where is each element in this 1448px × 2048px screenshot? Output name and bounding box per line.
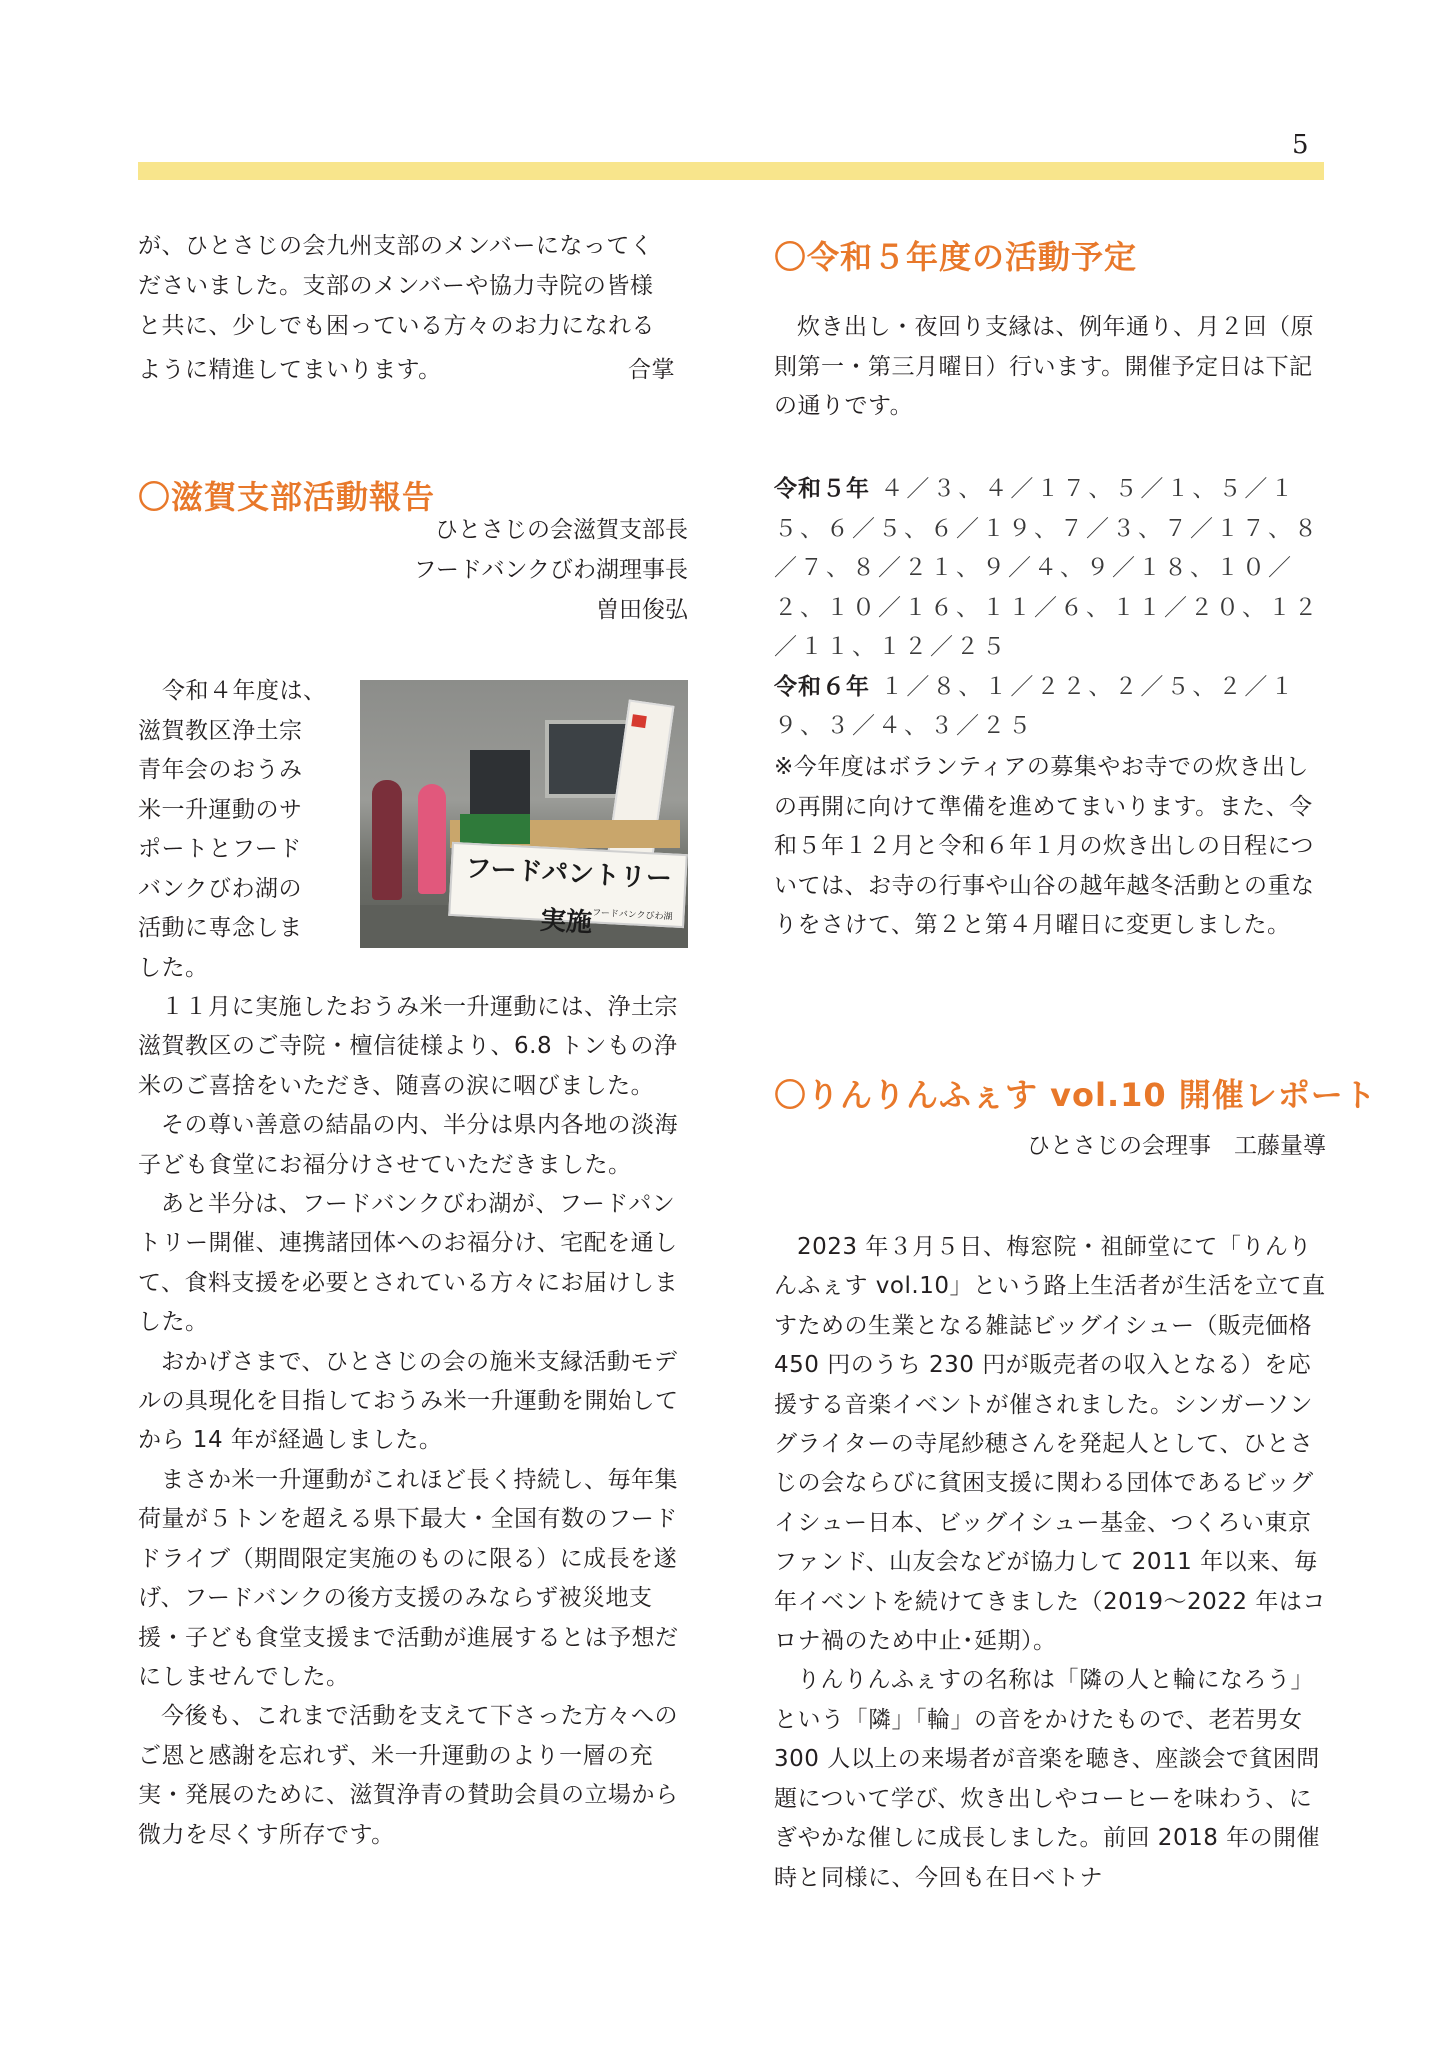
schedule-r6-dates: １／８、１／２２、２／５、２／１９、３／４、３／２５: [774, 673, 1297, 739]
wrap-line: 滋賀教区浄土宗: [138, 717, 303, 744]
intro-line: が、ひとさじの会九州支部のメンバーになってく: [138, 233, 654, 259]
schedule-r6-label: 令和６年: [774, 673, 870, 700]
schedule-r5: [774, 470, 1326, 668]
photo-crates: [460, 814, 530, 844]
wrap-line: ポートとフード: [138, 836, 302, 862]
wrap-line: 米一升運動のサ: [138, 796, 303, 823]
intro-line: [138, 350, 698, 390]
rinrin-paragraph: りんりんふぇすの名称は「隣の人と輪になろう」という「隣」「輪」の音をかけたもので、老若男女 300 人以上の来場者が音楽を聴き、座談会で貧困問題について学び、炊き出しやコーヒーを味わう、にぎやかな催しに成長しました。前回 2018 年の開催時と同様に、今回も在日ベトナ: [774, 1667, 1321, 1891]
shiga-paragraph: まさか米一升運動がこれほど長く持続し、毎年集荷量が５トンを超える県下最大・全国有数のフードドライブ（期間限定実施のものに限る）に成長を遂げ、フードバンクの後方支援のみならず被災地支援・子ども食堂支援まで活動が進展するとは予想だにしませんでした。: [138, 1466, 679, 1690]
intro-last: ように精進してまいります。: [138, 357, 442, 383]
left-intro: [138, 226, 698, 390]
top-bar: [138, 162, 1324, 180]
wrap-line: した。: [138, 954, 209, 981]
shiga-paragraph: あと半分は、フードバンクびわ湖が、フードパントリー開催、連携諸団体へのお福分け、宅配を通して、食料支援を必要とされている方々にお届けしました。: [138, 1191, 679, 1336]
schedule-heading: 〇令和５年度の活動予定: [774, 238, 1138, 276]
schedule-r5-label: 令和５年: [774, 476, 870, 502]
schedule-note: [774, 748, 1326, 946]
photo-person: [372, 780, 402, 900]
intro-line: ださいました。支部のメンバーや協力寺院の皆様: [138, 273, 654, 299]
schedule-note-text: ※今年度はボランティアの募集やお寺での炊き出しの再開に向けて準備を進めてまいります。また、令和５年１２月と令和６年１月の炊き出しの日程については、お寺の行事や山谷の越年越冬活動との重なりをさけて、第２と第４月曜日に変更しました。: [774, 754, 1315, 938]
rinrin-paragraph: 2023 年３月５日、梅窓院・祖師堂にて「りんりんふぇす vol.10」という路上生活者が生活を立て直すための生業となる雑誌ビッグイシュー（販売価格 450 円のうち 230 円が販売者の収入となる）を応援する音楽イベントが催されました。シンガーソングライターの寺尾紗穂さんを発起人として、ひとさじの会ならびに貧困支援に関わる団体であるビッグイシュー日本、ビッグイシュー基金、つくろい東京ファンド、山友会などが協力して 2011 年以来、毎年イベントを続けてきました（2019～2022 年はコロナ禍のため中止･延期）。: [774, 1234, 1326, 1655]
shiga-body: [138, 988, 690, 1855]
author-line: 曽田俊弘: [596, 597, 688, 623]
author-line: フードバンクびわ湖理事長: [413, 557, 688, 583]
schedule-dates: [774, 470, 1326, 747]
wrap-line: バンクびわ湖の: [138, 875, 303, 902]
food-pantry-photo: [360, 680, 688, 948]
photo-sign-sub: フードバンクびわ湖: [591, 908, 673, 923]
schedule-intro-text: 炊き出し・夜回り支縁は、例年通り、月２回（原則第一・第三月曜日）行います。開催予定日は下記の通りです。: [774, 314, 1314, 419]
schedule-r6: [774, 668, 1326, 747]
rinrin-heading: 〇りんりんふぇす vol.10 開催レポート: [774, 1076, 1377, 1114]
shiga-author: [300, 510, 688, 630]
author-line: ひとさじの会滋賀支部長: [435, 517, 688, 543]
rinrin-author: ひとさじの会理事 工藤量導: [1027, 1133, 1326, 1159]
rinrin-body: [774, 1228, 1326, 1898]
shiga-paragraph: その尊い善意の結晶の内、半分は県内各地の淡海子ども食堂にお福分けさせていただきました。: [138, 1112, 678, 1178]
schedule-r5-dates: ４／３、４／１７、５／１、５／１５、６／５、６／１９、７／３、７／１７、８／７、８／２１、９／４、９／１８、１０／２、１０／１６、１１／６、１１／２０、１２／１１、１２／２５: [774, 476, 1320, 660]
shiga-paragraph: 今後も、これまで活動を支えて下さった方々へのご恩と感謝を忘れず、米一升運動のより一層の充実・発展のために、滋賀浄青の賛助会員の立場から微力を尽くす所存です。: [138, 1703, 679, 1848]
wrap-line: 青年会のおうみ: [138, 757, 303, 783]
page-number: 5: [1292, 130, 1309, 160]
photo-sign-text: フードパントリー実施: [464, 853, 673, 939]
shiga-paragraph: １１月に実施したおうみ米一升運動には、浄土宗滋賀教区のご寺院・檀信徒様より、6.8 トンもの浄米のご喜捨をいただき、随喜の涙に咽びました。: [138, 994, 678, 1099]
photo-sign: [448, 842, 688, 939]
wrap-line: 活動に専念しま: [138, 915, 303, 941]
banner-badge: [631, 714, 647, 728]
schedule-intro: [774, 308, 1326, 427]
closing-gassho: 合掌: [628, 357, 675, 383]
shiga-wrap-text: [138, 672, 348, 988]
intro-line: と共に、少しでも困っている方々のお力になれる: [138, 313, 655, 339]
wrap-line: 令和４年度は、: [162, 678, 327, 704]
shiga-heading: 〇滋賀支部活動報告: [138, 478, 436, 516]
photo-person: [418, 784, 446, 894]
shiga-paragraph: おかげさまで、ひとさじの会の施米支縁活動モデルの具現化を目指しておうみ米一升運動を開始してから 14 年が経過しました。: [138, 1348, 679, 1454]
